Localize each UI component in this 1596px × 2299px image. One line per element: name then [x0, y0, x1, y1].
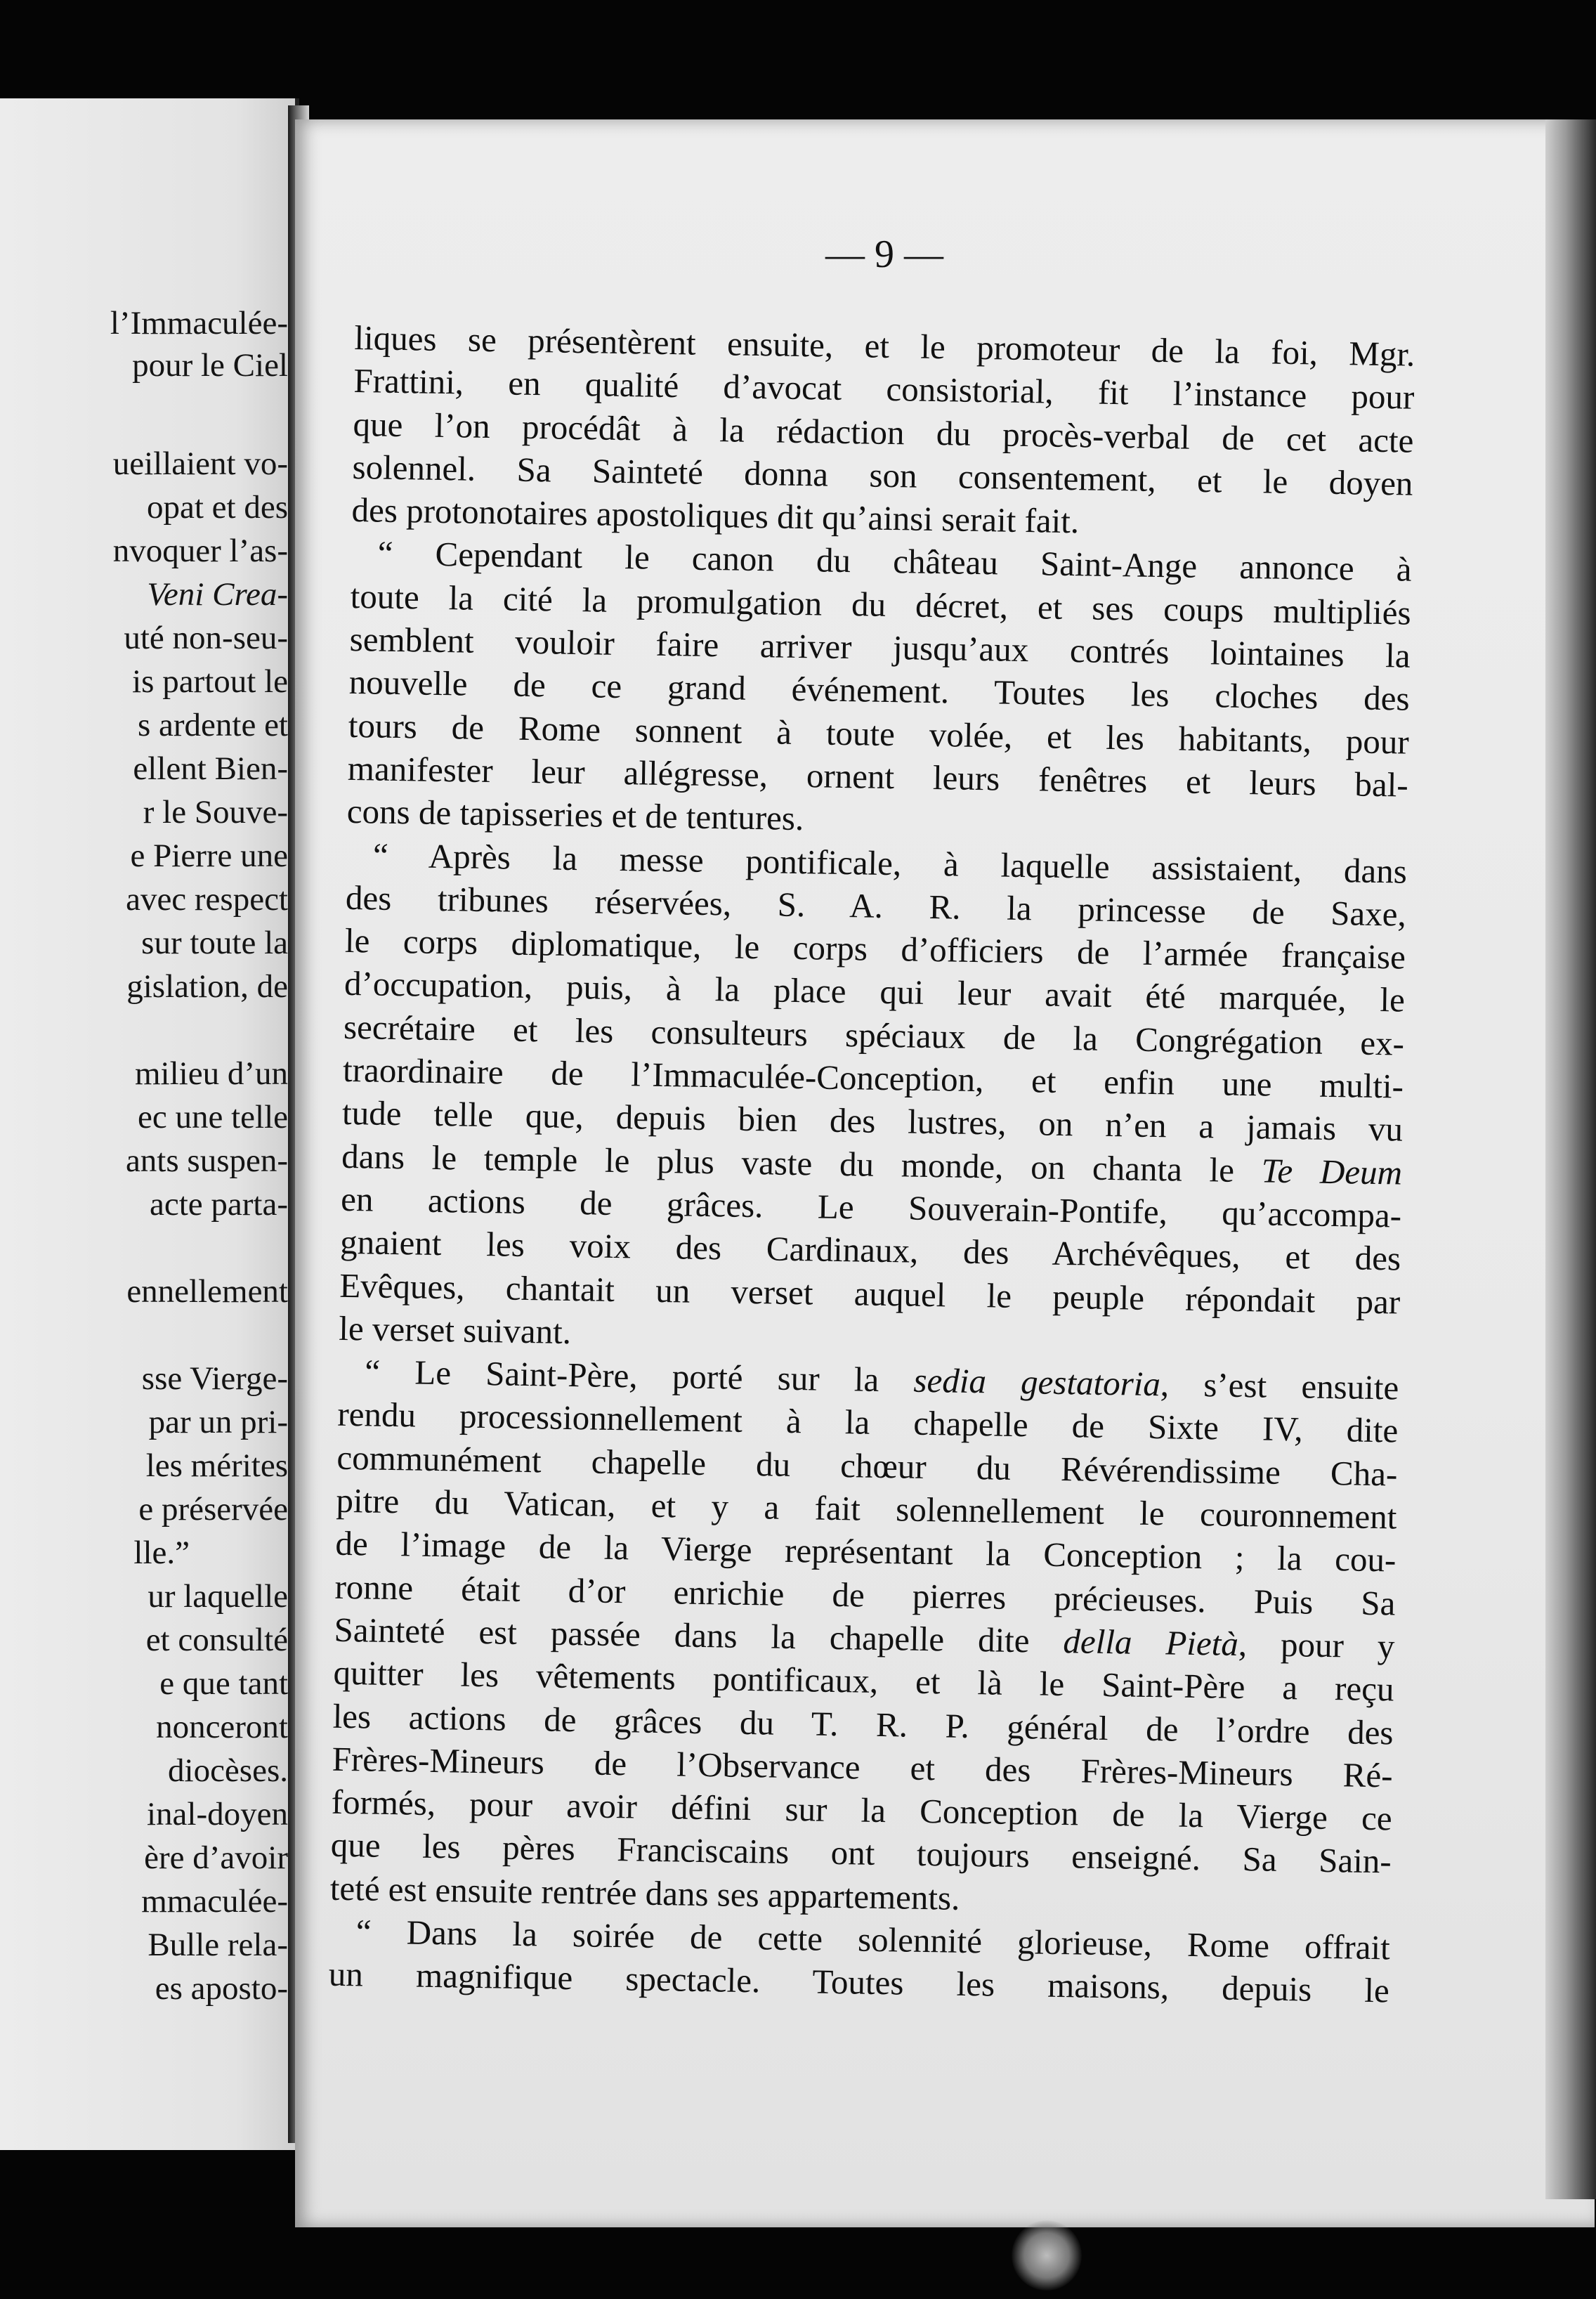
- text-line: solennel. Sa Sainteté donna son consentement, et le doyen: [352, 447, 1413, 503]
- left-page-fragment: Bulle rela-: [148, 1927, 288, 1963]
- text-line: traordinaire de l’Immaculée-Conception, et enfin une multi-: [342, 1050, 1404, 1106]
- text-line: dans le temple le plus vaste du monde, on chanta le Te Deum: [341, 1136, 1403, 1192]
- text-line: de l’image de la Vierge représentant la Conception ; la cou-: [335, 1524, 1396, 1580]
- left-page-fragment: ants suspen-: [125, 1142, 288, 1179]
- text-line: rendu processionnellement à la chapelle de Sixte IV, dite: [337, 1395, 1399, 1450]
- left-page-fragment: e que tant: [159, 1665, 288, 1702]
- left-page-fragment: avec respect: [126, 881, 288, 918]
- text-line: tours de Rome sonnent à toute volée, et les habitants, pour: [348, 705, 1410, 762]
- left-page-fragment: les mérites: [145, 1447, 288, 1484]
- left-page-fragment: mmaculée-: [141, 1883, 288, 1920]
- text-line: pitre du Vatican, et y a fait solennellement le couronnement: [336, 1480, 1397, 1537]
- left-page-fragment: ère d’avoir: [144, 1839, 288, 1876]
- text-line: “ Cependant le canon du château Saint-Ange annonce à: [377, 534, 1412, 590]
- left-page-fragment: ec une telle: [138, 1099, 288, 1135]
- text-line: “ Le Saint-Père, porté sur la sedia gestatoria, s’est ensuite: [364, 1352, 1399, 1407]
- left-page-fragment: sur toute la: [141, 925, 288, 961]
- left-page-fragment: s ardente et: [137, 707, 288, 743]
- text-line: Evêques, chantait un verset auquel le peuple répondait par: [339, 1265, 1401, 1322]
- left-page-fragment: e Pierre une: [130, 838, 288, 874]
- left-page: [0, 98, 299, 2150]
- text-line: que les pères Franciscains ont toujours enseigné. Sa Sain-: [330, 1825, 1392, 1881]
- left-page-fragment: acte parta-: [150, 1186, 288, 1223]
- left-page-fragment: opat et des: [147, 489, 288, 526]
- left-page-fragment: pour le Ciel: [132, 347, 288, 384]
- left-page-fragment: l’Immaculée-: [110, 305, 288, 341]
- page-edge: [1545, 119, 1596, 2199]
- left-page-fragment: sse Vierge-: [141, 1360, 288, 1397]
- text-line: des tribunes réservées, S. A. R. la princesse de Saxe,: [345, 878, 1407, 934]
- left-page-fragment: lle.”: [133, 1535, 190, 1571]
- left-page-fragment: et consulté: [145, 1622, 288, 1658]
- text-line: Frattini, en qualité d’avocat consistorial, fit l’instance pour: [353, 361, 1415, 417]
- left-page-fragment: milieu d’un: [135, 1055, 288, 1092]
- text-line: nouvelle de ce grand événement. Toutes les cloches des: [348, 663, 1411, 719]
- text-line: manifester leur allégresse, ornent leurs fenêtres et leurs bal-: [347, 748, 1409, 805]
- text-line: quitter les vêtements pontificaux, et là le Saint-Père a reçu: [333, 1653, 1394, 1709]
- left-page-fragment: inal-doyen: [147, 1796, 288, 1832]
- body-text: [328, 316, 1415, 2012]
- text-line: liques se présentèrent ensuite, et le promoteur de la foi, Mgr.: [354, 318, 1415, 374]
- left-page-fragment: Veni Crea-: [147, 576, 288, 613]
- text-line: toute la cité la promulgation du décret, et ses coups multipliés: [350, 576, 1411, 632]
- left-page-fragment: uté non-seu-: [124, 620, 288, 656]
- left-page-fragment: r le Souve-: [143, 794, 288, 831]
- text-line: que l’on procédât à la rédaction du procès-verbal de cet acte: [353, 404, 1414, 460]
- ink-smudge: [1012, 2220, 1082, 2291]
- left-page-fragment: ueillaient vo-: [112, 445, 288, 482]
- text-line: formés, pour avoir défini sur la Conception de la Vierge ce: [331, 1782, 1393, 1838]
- text-line: semblent vouloir faire arriver jusqu’aux contrés lointaines la: [349, 620, 1411, 675]
- text-line: Sainteté est passée dans la chapelle dite della Pietà, pour y: [334, 1610, 1395, 1666]
- text-line: les actions de grâces du T. R. P. général de l’ordre des: [332, 1696, 1394, 1752]
- left-page-fragment: ellent Bien-: [133, 750, 288, 787]
- text-line: secrétaire et les consulteurs spéciaux de la Congrégation ex-: [343, 1007, 1405, 1063]
- text-line: en actions de grâces. Le Souverain-Pontife, qu’accompa-: [340, 1179, 1402, 1235]
- left-page-fragment: es aposto-: [155, 1970, 288, 2007]
- left-page-fragment: diocèses.: [168, 1752, 288, 1789]
- text-line: le verset suivant.: [338, 1308, 572, 1351]
- left-page-fragment: ur laquelle: [148, 1578, 288, 1615]
- left-page-fragment: gislation, de: [126, 968, 288, 1005]
- text-line: gnaient les voix des Cardinaux, des Archévêques, et des: [339, 1223, 1401, 1278]
- text-line: “ Après la messe pontificale, à laquelle assistaient, dans: [372, 835, 1408, 891]
- left-page-fragment: nonceront: [156, 1709, 288, 1745]
- left-page-fragment: par un pri-: [148, 1404, 288, 1440]
- left-page-fragment: e préservée: [138, 1491, 288, 1528]
- text-line: Frères-Mineurs de l’Observance et des Frères-Mineurs Ré-: [332, 1739, 1393, 1795]
- text-line: d’occupation, puis, à la place qui leur avait été marquée, le: [344, 964, 1406, 1020]
- text-line: le corps diplomatique, le corps d’officiers de l’armée française: [344, 921, 1406, 977]
- text-line: communément chapelle du chœur du Révérendissime Cha-: [336, 1438, 1398, 1494]
- page-number: — 9 —: [825, 233, 943, 276]
- text-line: ronne était d’or enrichie de pierres précieuses. Puis Sa: [334, 1567, 1396, 1623]
- left-page-fragment: ennellement: [126, 1273, 288, 1310]
- text-line: des protonotaires apostoliques dit qu’ainsi serait fait.: [351, 490, 1080, 541]
- text-line: tude telle que, depuis bien des lustres, on n’en a jamais vu: [341, 1093, 1404, 1149]
- text-line: teté est ensuite rentrée dans ses appartements.: [329, 1868, 960, 1917]
- left-page-fragment: nvoquer l’as-: [112, 533, 288, 569]
- text-line: un magnifique spectacle. Toutes les maisons, depuis le: [328, 1954, 1390, 2010]
- text-line: “ Dans la soirée de cette solennité glorieuse, Rome offrait: [355, 1912, 1391, 1967]
- left-page-fragment: is partout le: [132, 663, 288, 700]
- text-line: cons de tapisseries et de tentures.: [346, 792, 804, 838]
